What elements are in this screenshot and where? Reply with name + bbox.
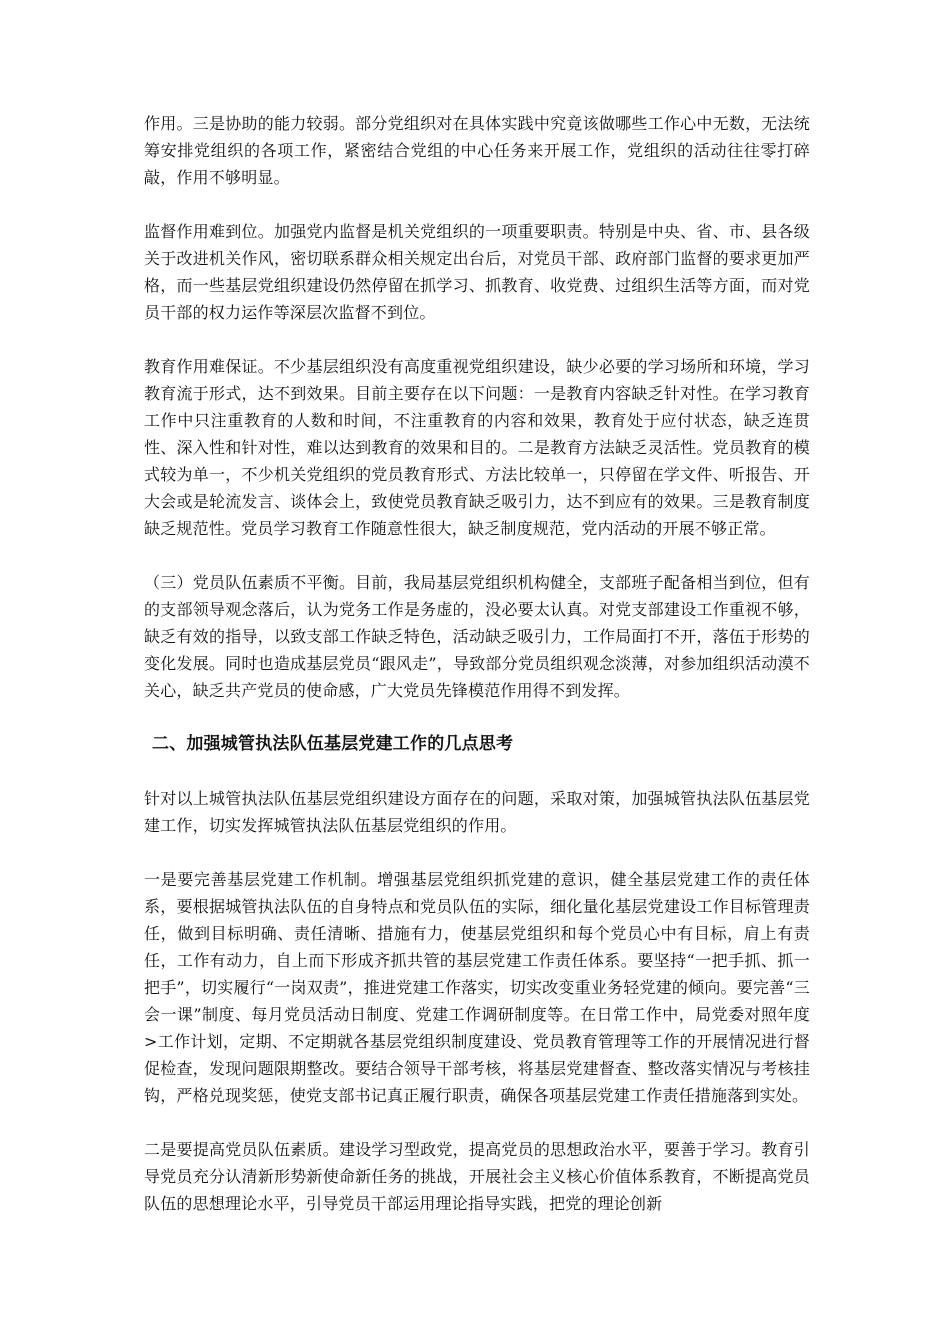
paragraph-education: 教育作用难保证。不少基层组织没有高度重视党组织建设，缺少必要的学习场所和环境，学习教育流于形式，达不到效果。目前主要存在以下问题：一是教育内容缺乏针对性。在学习教育工作中只注重教育的人数和时间，不注重教育的内容和效果，教育处于应付状态，缺乏连贯性、深入性和针对性，难以达到教育的效果和目的。二是教育方法缺乏灵活性。党员教育的模式较为单一，不少机关党组织的党员教育形式、方法比较单一，只停留在学文件、听报告、开大会或是轮流发言、谈体会上，致使党员教育缺乏吸引力，达不到应有的效果。三是教育制度缺乏规范性。党员学习教育工作随意性很大，缺乏制度规范，党内活动的开展不够正常。 — [144, 357, 810, 538]
paragraph-supervision: 监督作用难到位。加强党内监督是机关党组织的一项重要职责。特别是中央、省、市、县各级关于改进机关作风，密切联系群众相关规定出台后，对党员干部、政府部门监督的要求更加严格，而一些基层党组织建设仍然停留在抓学习、抓教育、收党费、过组织生活等方面，而对党员干部的权力运作等深层次监督不到位。 — [144, 222, 810, 322]
paragraph-improve-quality: 二是要提高党员队伍素质。建设学习型政党，提高党员的思想政治水平，要善于学习。教育引导党员充分认清新形势新使命新任务的挑战，开展社会主义核心价值体系教育，不断提高党员队伍的思想理论水平，引导党员干部运用理论指导实践，把党的理论创新 — [144, 1140, 810, 1213]
paragraph-mechanism: 一是要完善基层党建工作机制。增强基层党组织抓党建的意识，健全基层党建工作的责任体系，要根据城管执法队伍的自身特点和党员队伍的实际，细化量化基层党建设工作目标管理责任，做到目标明确、责任清晰、措施有力，使基层党组织和每个党员心中有目标，肩上有责任，工作有动力，自上而下形成齐抓共管的基层党建工作责任体系。要坚持“一把手抓、抓一把手”，切实履行“一岗双责”，推进党建工作落实，切实改变重业务轻党建的倾向。要完善“三会一课”制度、每月党员活动日制度、党建工作调研制度等。在日常工作中，局党委对照年度>工作计划，定期、不定期就各基层党组织制度建设、党员教育管理等工作的开展情况进行督促检查，发现问题限期整改。要结合领导干部考核，将基层党建督查、整改落实情况与考核挂钩，严格兑现奖惩，使党支部书记真正履行职责，确保各项基层党建工作责任措施落到实处。 — [144, 870, 810, 1105]
paragraph-assist-weak: 作用。三是协助的能力较弱。部分党组织对在具体实践中究竟该做哪些工作心中无数，无法统筹安排党组织的各项工作，紧密结合党组的中心任务来开展工作，党组织的活动往往零打碎敲，作用不够明显。 — [144, 114, 810, 187]
paragraph-member-quality: （三）党员队伍素质不平衡。目前，我局基层党组织机构健全，支部班子配备相当到位，但有的支部领导观念落后，认为党务工作是务虚的，没必要太认真。对党支部建设工作重视不够，缺乏有效的指导，以致支部工作缺乏特色，活动缺乏吸引力，工作局面打不开，落伍于形势的变化发展。同时也造成基层党员“跟风走”，导致部分党员组织观念淡薄，对参加组织活动漠不关心，缺乏共产党员的使命感，广大党员先锋模范作用得不到发挥。 — [144, 573, 810, 700]
section-heading: 二、加强城管执法队伍基层党建工作的几点思考 — [152, 734, 514, 754]
document-page — [144, 110, 810, 1244]
paragraph-intro-measures: 针对以上城管执法队伍基层党组织建设方面存在的问题，采取对策，加强城管执法队伍基层党建工作，切实发挥城管执法队伍基层党组织的作用。 — [144, 789, 810, 835]
